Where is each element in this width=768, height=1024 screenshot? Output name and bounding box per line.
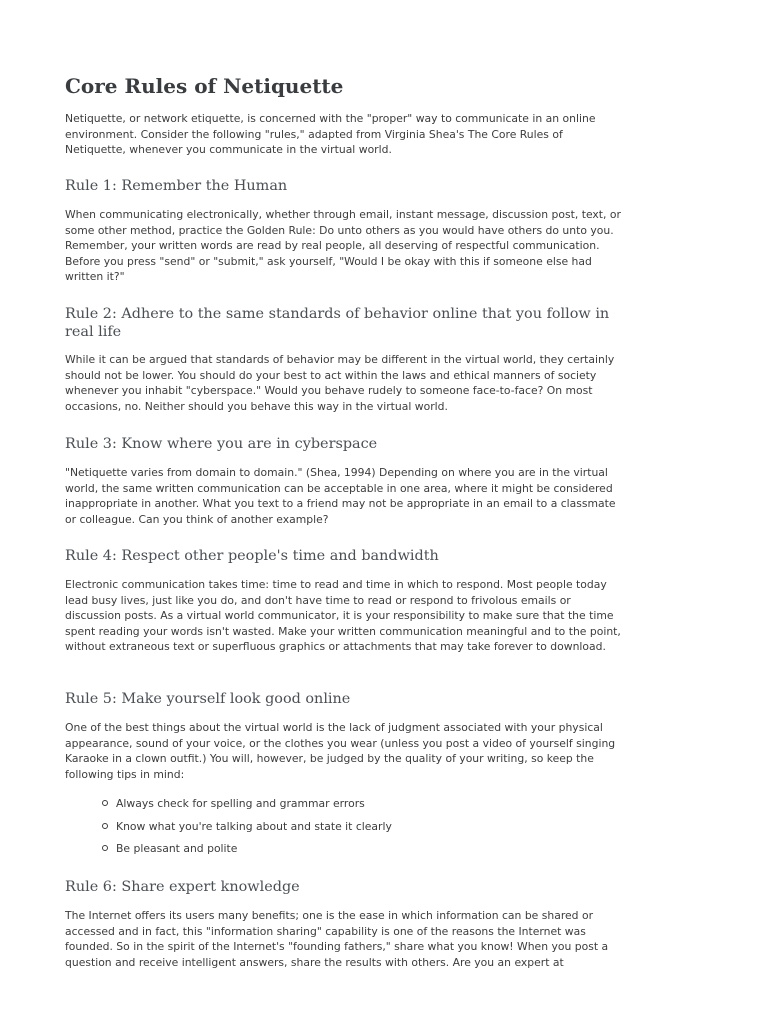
- rule-5-heading: Rule 5: Make yourself look good online: [65, 691, 351, 707]
- tip-text: Know what you're talking about and state it clearly: [116, 819, 392, 833]
- rule-1-body: When communicating electronically, whether through email, instant message, discussion post, text, or some other method, practice the Golden Rule: Do unto others as you would have others do unto you. Remember, your written words are read by real people, all deserving of respectful communication. Before you press "send" or "submit," ask yourself, "Would I be okay with this if someone else had written it?": [65, 208, 621, 284]
- bullet-icon: [102, 823, 108, 829]
- rule-2-heading: Rule 2: Adhere to the same standards of behavior online that you follow in real life: [65, 306, 610, 340]
- tips-list: [100, 796, 392, 864]
- rule-6-heading: Rule 6: Share expert knowledge: [65, 879, 300, 895]
- rule-5-body: One of the best things about the virtual world is the lack of judgment associated with your physical appearance, sound of your voice, or the clothes you wear (unless you post a video of yourself singing Karaoke in a clown outfit.) You will, however, be judged by the quality of your writing, so keep the following tips in mind:: [65, 721, 616, 781]
- tip-text: Always check for spelling and grammar errors: [116, 797, 365, 810]
- list-item: [100, 796, 392, 819]
- rule-3-heading: Rule 3: Know where you are in cyberspace: [65, 436, 378, 452]
- rule-6-body: The Internet offers its users many benefits; one is the ease in which information can be shared or accessed and in fact, this "information sharing" capability is one of the reasons the Internet was founded. So in the spirit of the Internet's "founding fathers," share what you know! When you post a question and receive intelligent answers, share the results with others. Are you an expert at: [65, 909, 609, 969]
- list-item: [100, 841, 392, 864]
- rule-1-heading: Rule 1: Remember the Human: [65, 178, 288, 194]
- list-item: [100, 819, 392, 842]
- rule-4-body: Electronic communication takes time: time to read and time in which to respond. Most people today lead busy lives, just like you do, and don't have time to read or respond to frivolous emails or discussion posts. As a virtual world communicator, it is your responsibility to make sure that the time spent reading your words isn't wasted. Make your written communication meaningful and to the point, without extraneous text or superfluous graphics or attachments that may take forever to download.: [65, 578, 621, 654]
- tip-text: Be pleasant and polite: [116, 842, 238, 855]
- rule-3-body: "Netiquette varies from domain to domain." (Shea, 1994) Depending on where you are in the virtual world, the same written communication can be acceptable in one area, where it might be considered inappropriate in another. What you text to a friend may not be appropriate in an email to a classmate or colleague. Can you think of another example?: [65, 466, 616, 526]
- rule-4-heading: Rule 4: Respect other people's time and bandwidth: [65, 548, 439, 564]
- bullet-icon: [102, 845, 108, 851]
- page-title: Core Rules of Netiquette: [65, 74, 344, 98]
- bullet-icon: [102, 800, 108, 806]
- rule-2-body: While it can be argued that standards of behavior may be different in the virtual world, they certainly should not be lower. You should do your best to act within the laws and ethical manners of society whenever you inhabit "cyberspace." Would you behave rudely to someone face-to-face? On most occasions, no. Neither should you behave this way in the virtual world.: [65, 353, 615, 413]
- intro-paragraph: Netiquette, or network etiquette, is concerned with the "proper" way to communicate in an online environment. Consider the following "rules," adapted from Virginia Shea's The Core Rules of Netiquette, whenever you communicate in the virtual world.: [65, 112, 596, 157]
